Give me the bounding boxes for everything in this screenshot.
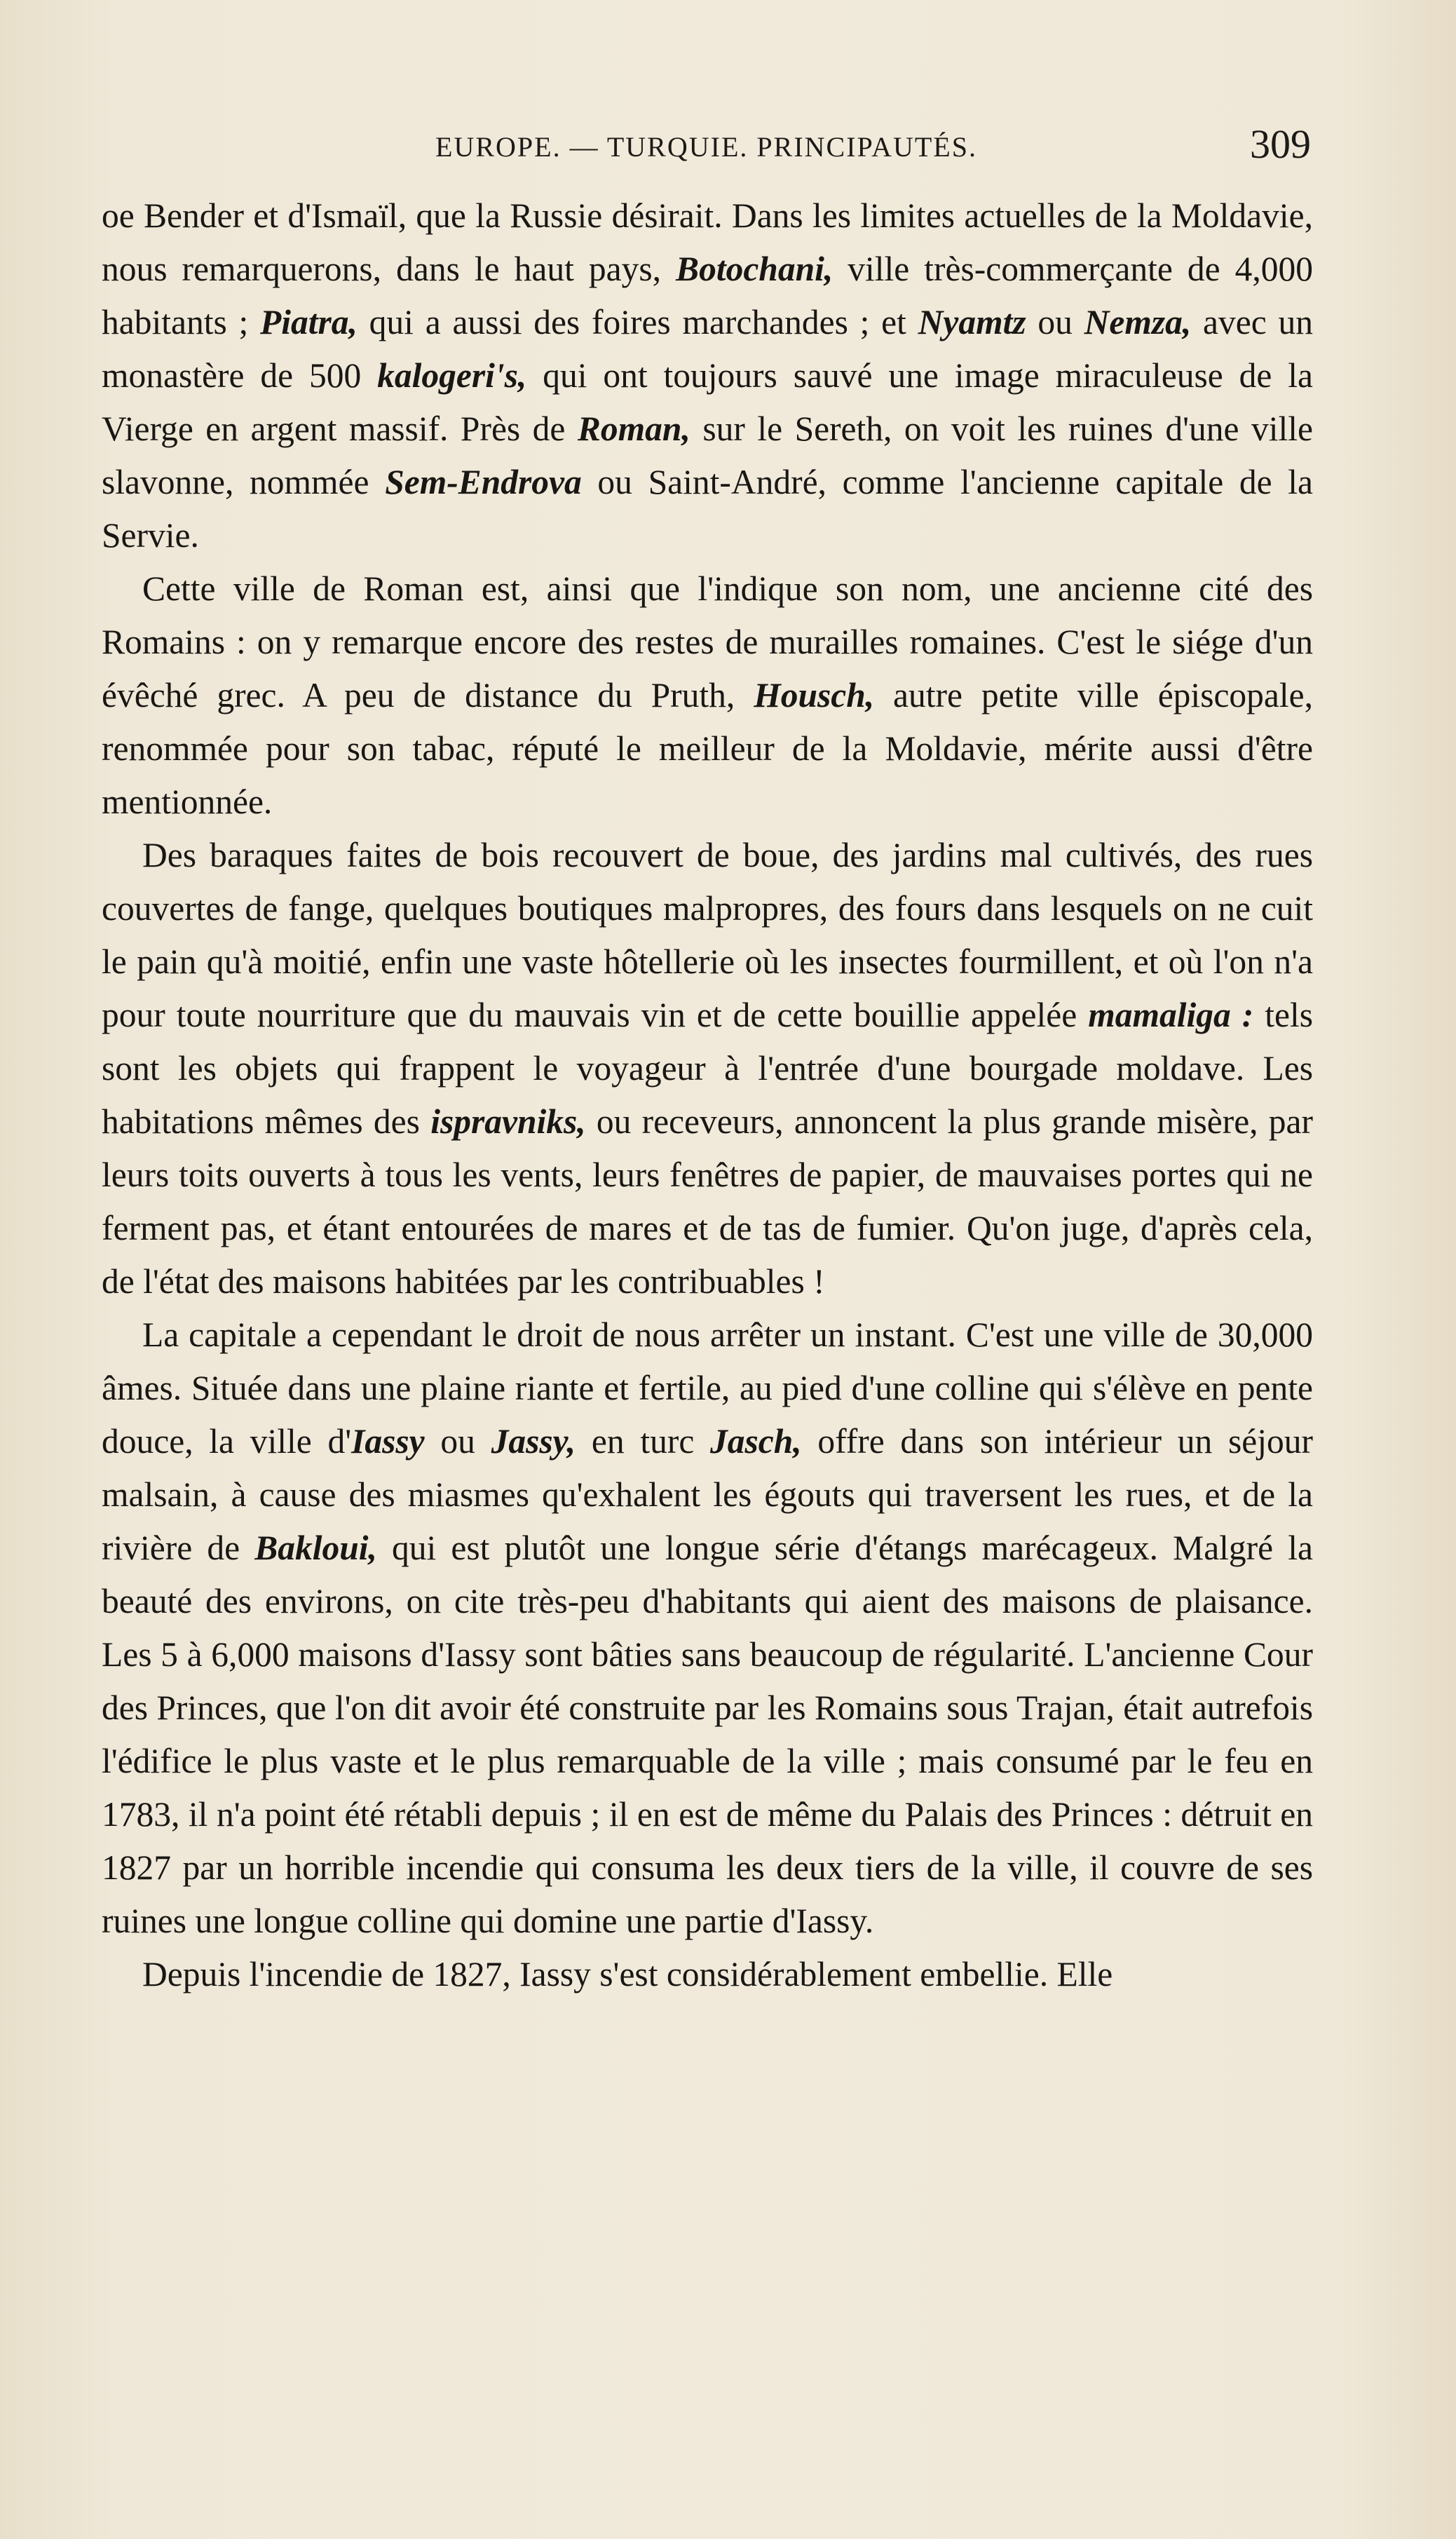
page-number: 309 <box>1250 121 1311 167</box>
italic-term: mamaliga : <box>1088 996 1254 1034</box>
italic-term: Nemza, <box>1084 303 1192 341</box>
text-run: autre petite ville épiscopale, renommée pour son tabac, réputé le meilleur de la Moldavie, mérite aussi d'être mentionnée. <box>102 676 1313 821</box>
text-run: Depuis l'incendie de 1827, Iassy s'est considérablement embellie. Elle <box>142 1955 1113 1993</box>
text-run: avec un monastère de 500 <box>102 303 1313 395</box>
text-run: offre dans son intérieur un séjour malsain, à cause des miasmes qu'exhalent les égouts qui traversent les rues, et de la rivière de <box>102 1422 1313 1567</box>
italic-term: Botochani, <box>676 250 834 288</box>
text-run: qui est plutôt une longue série d'étangs marécageux. Malgré la beauté des environs, on cite très-peu d'habitants qui aient des maisons de plaisance. Les 5 à 6,000 maisons d'Iassy sont bâties sans beaucoup de régularité. L'ancienne Cour des Princes, que l'on dit avoir été construite par les Romains sous Trajan, était autrefois l'édifice le plus vaste et le plus remarquable de la ville ; mais consumé par le feu en 1783, il n'a point été rétabli depuis ; il en est de même du Palais des Princes : détruit en 1827 par un horrible incendie qui consuma les deux tiers de la ville, il couvre de ses ruines une longue colline qui domine une partie d'Iassy. <box>102 1529 1313 1940</box>
italic-term: Iassy <box>351 1422 425 1461</box>
text-run: ou <box>1026 303 1084 341</box>
paragraph <box>102 829 1313 1308</box>
italic-term: kalogeri's, <box>377 356 527 395</box>
italic-term: Piatra, <box>260 303 358 341</box>
running-title: EUROPE. — TURQUIE. PRINCIPAUTÉS. <box>435 131 977 163</box>
italic-term: Jasch, <box>710 1422 802 1461</box>
text-run: qui ont toujours sauvé une image miraculeuse de la Vierge en argent massif. Près de <box>102 356 1313 448</box>
text-run: oe Bender et d'Ismaïl, que la Russie désirait. Dans les limites actuelles de la Moldavie, nous remarquerons, dans le haut pays, <box>102 196 1313 288</box>
running-header <box>102 121 1311 170</box>
text-run: sur le Sereth, on voit les ruines d'une ville slavonne, nommée <box>102 409 1313 501</box>
text-run: ou Saint-André, comme l'ancienne capitale de la Servie. <box>102 463 1314 555</box>
italic-term: Bakloui, <box>254 1529 377 1567</box>
paragraph <box>102 562 1313 829</box>
text-run: en turc <box>576 1422 711 1461</box>
text-run: Des baraques faites de bois recouvert de boue, des jardins mal cultivés, des rues couvertes de fange, quelques boutiques malpropres, des fours dans lesquels on ne cuit le pain qu'à moitié, enfin une vaste hôtellerie où les insectes fourmillent, et où l'on n'a pour toute nourriture que du mauvais vin et de cette bouillie appelée <box>102 836 1313 1034</box>
italic-term: Sem-Endrova <box>385 463 582 501</box>
paragraph <box>102 1308 1313 1948</box>
text-run: ville très-commerçante de 4,000 habitants ; <box>102 250 1314 341</box>
paragraph <box>102 1948 1313 2001</box>
italic-term: Roman, <box>577 409 690 448</box>
text-run: La capitale a cependant le droit de nous arrêter un instant. C'est une ville de 30,000 âmes. Située dans une plaine riante et fertile, au pied d'une colline qui s'élève en pente douce, la ville d' <box>102 1315 1313 1461</box>
italic-term: Housch, <box>754 676 875 715</box>
text-run: Cette ville de Roman est, ainsi que l'indique son nom, une ancienne cité des Romains : on y remarque encore des restes de murailles romaines. C'est le siége d'un évêché grec. A peu de distance du Pruth, <box>102 569 1313 715</box>
text-run: qui a aussi des foires marchandes ; et <box>357 303 918 341</box>
italic-term: ispravniks, <box>430 1102 586 1141</box>
italic-term: Jassy, <box>491 1422 576 1461</box>
body-text <box>102 189 1313 2001</box>
italic-term: Nyamtz <box>918 303 1026 341</box>
text-run: ou <box>424 1422 491 1461</box>
paragraph <box>102 189 1313 562</box>
text-run: tels sont les objets qui frappent le voyageur à l'entrée d'une bourgade moldave. Les habitations mêmes des <box>102 996 1314 1141</box>
text-run: ou receveurs, annoncent la plus grande misère, par leurs toits ouverts à tous les vents, leurs fenêtres de papier, de mauvaises portes qui ne ferment pas, et étant entourées de mares et de tas de fumier. Qu'on juge, d'après cela, de l'état des maisons habitées par les contribuables ! <box>102 1102 1313 1301</box>
